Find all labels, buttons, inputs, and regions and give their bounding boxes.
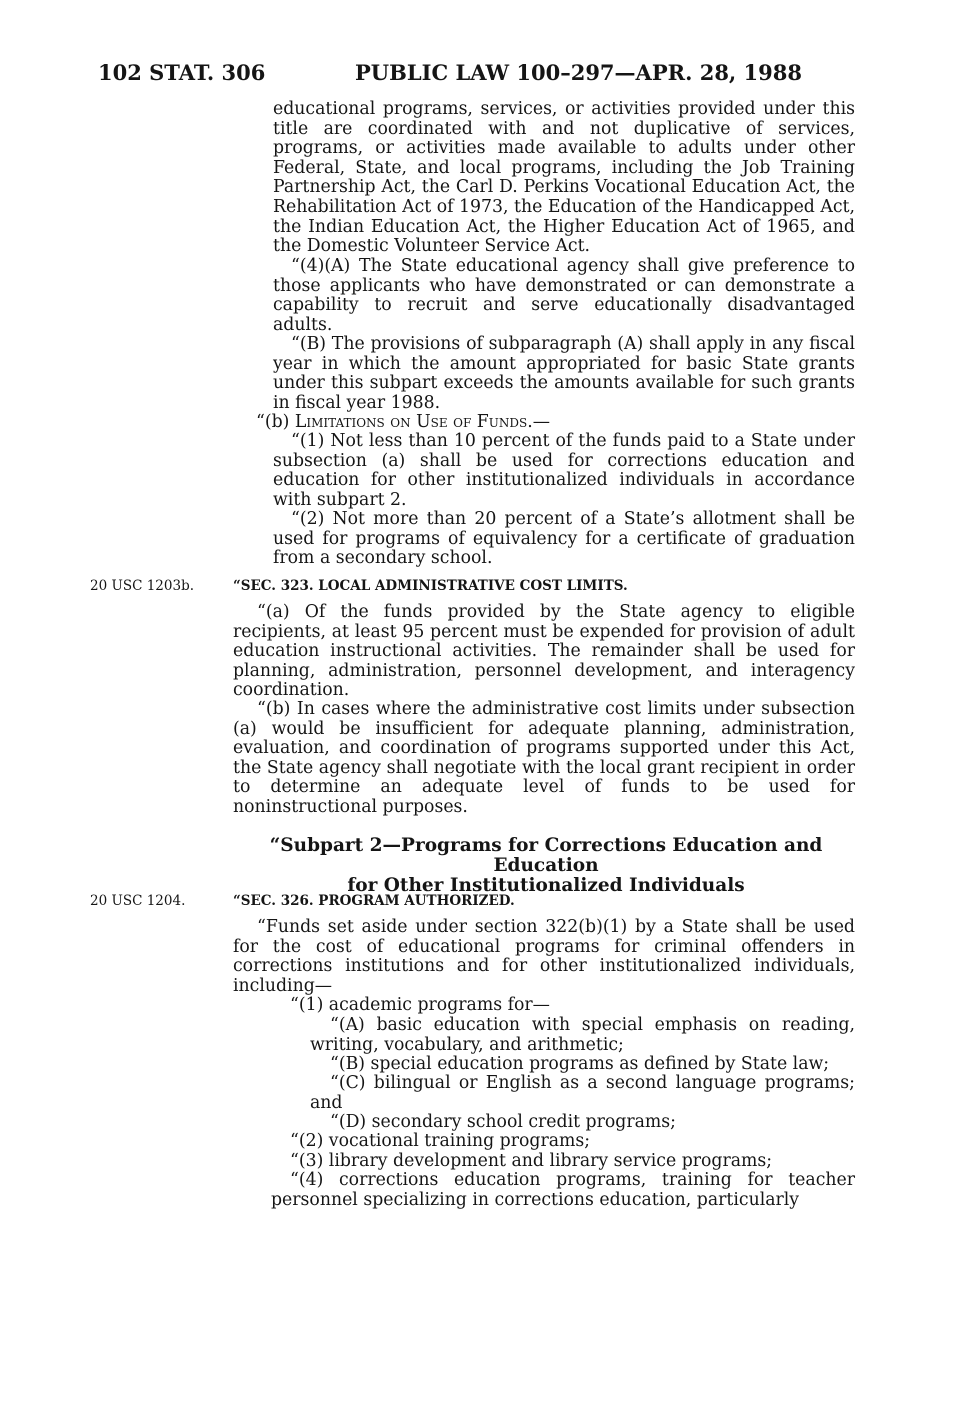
paragraph-4b: “(B) The provisions of subparagraph (A) shall apply in any fiscal year in which the amount appropriated for basic State grants under this subpart exceeds the amounts available for such grants in fiscal year 1988. <box>273 334 855 413</box>
subsection-b-prefix: “(b) <box>256 412 295 432</box>
list-item-4: “(4) corrections education programs, training for teacher personnel specializing in corrections education, particularly <box>271 1170 855 1210</box>
paragraph-323b: “(b) In cases where the administrative cost limits under subsection (a) would be insufficient for adequate planning, administration, evaluation, and coordination of programs supported under this Act, the State agency shall negotiate with the local grant recipient in order to determine an adequate level of funds to be used for noninstructional purposes. <box>233 699 855 817</box>
list-item-1b: “(B) special education programs as defined by State law; <box>330 1054 830 1074</box>
subpart-2-heading-line1: “Subpart 2—Programs for Corrections Education and Education <box>269 835 823 876</box>
page-header-stat: 102 STAT. 306 <box>98 60 266 85</box>
list-item-1d: “(D) secondary school credit programs; <box>330 1112 676 1132</box>
subsection-b-heading <box>256 413 856 433</box>
section-323-heading: “SEC. 323. LOCAL ADMINISTRATIVE COST LIMITS. <box>233 578 628 594</box>
list-item-3: “(3) library development and library service programs; <box>290 1151 773 1171</box>
paragraph-323a: “(a) Of the funds provided by the State agency to eligible recipients, at least 95 percent must be expended for provision of adult education instructional activities. The remainder shall be used for planning, administration, personnel development, and interagency coordination. <box>233 602 855 701</box>
paragraph-326: “Funds set aside under section 322(b)(1) by a State shall be used for the cost of educational programs for criminal offenders in corrections institutions and for other institutionalized individuals, including— <box>233 917 855 996</box>
subpart-2-heading <box>240 836 852 896</box>
subsection-b-suffix: .— <box>527 412 551 432</box>
subsection-b-title: Limitations on Use of Funds <box>294 412 528 432</box>
paragraph-intro: educational programs, services, or activities provided under this title are coordinated with and not duplicative of services, programs, or activities made available to adults under other Federal, State, and local programs, including the Job Training Partnership Act, the Carl D. Perkins Vocational Education Act, the Rehabilitation Act of 1973, the Education of the Handicapped Act, the Indian Education Act, the Higher Education Act of 1965, and the Domestic Volunteer Service Act. <box>273 99 855 257</box>
section-326-heading: “SEC. 326. PROGRAM AUTHORIZED. <box>233 893 515 909</box>
paragraph-b1: “(1) Not less than 10 percent of the funds paid to a State under subsection (a) shall be used for corrections education and education for other institutionalized individuals in accordance with subpart 2. <box>273 431 855 510</box>
paragraph-b2: “(2) Not more than 20 percent of a State’s allotment shall be used for programs of equivalency for a certificate of graduation from a secondary school. <box>273 509 855 569</box>
margin-note-1204: 20 USC 1204. <box>90 893 186 909</box>
list-item-1a: “(A) basic education with special emphasis on reading, writing, vocabulary, and arithmetic; <box>310 1015 855 1055</box>
page-header-title: PUBLIC LAW 100–297—APR. 28, 1988 <box>355 60 802 85</box>
margin-note-1203b: 20 USC 1203b. <box>90 578 195 594</box>
list-item-1: “(1) academic programs for— <box>290 995 550 1015</box>
subpart-2-heading-line2: for Other Institutionalized Individuals <box>347 875 745 896</box>
list-item-2: “(2) vocational training programs; <box>290 1131 591 1151</box>
list-item-1c: “(C) bilingual or English as a second language programs; and <box>310 1073 855 1113</box>
paragraph-4a: “(4)(A) The State educational agency shall give preference to those applicants who have demonstrated or can demonstrate a capability to recruit and serve educationally disadvantaged adults. <box>273 256 855 335</box>
